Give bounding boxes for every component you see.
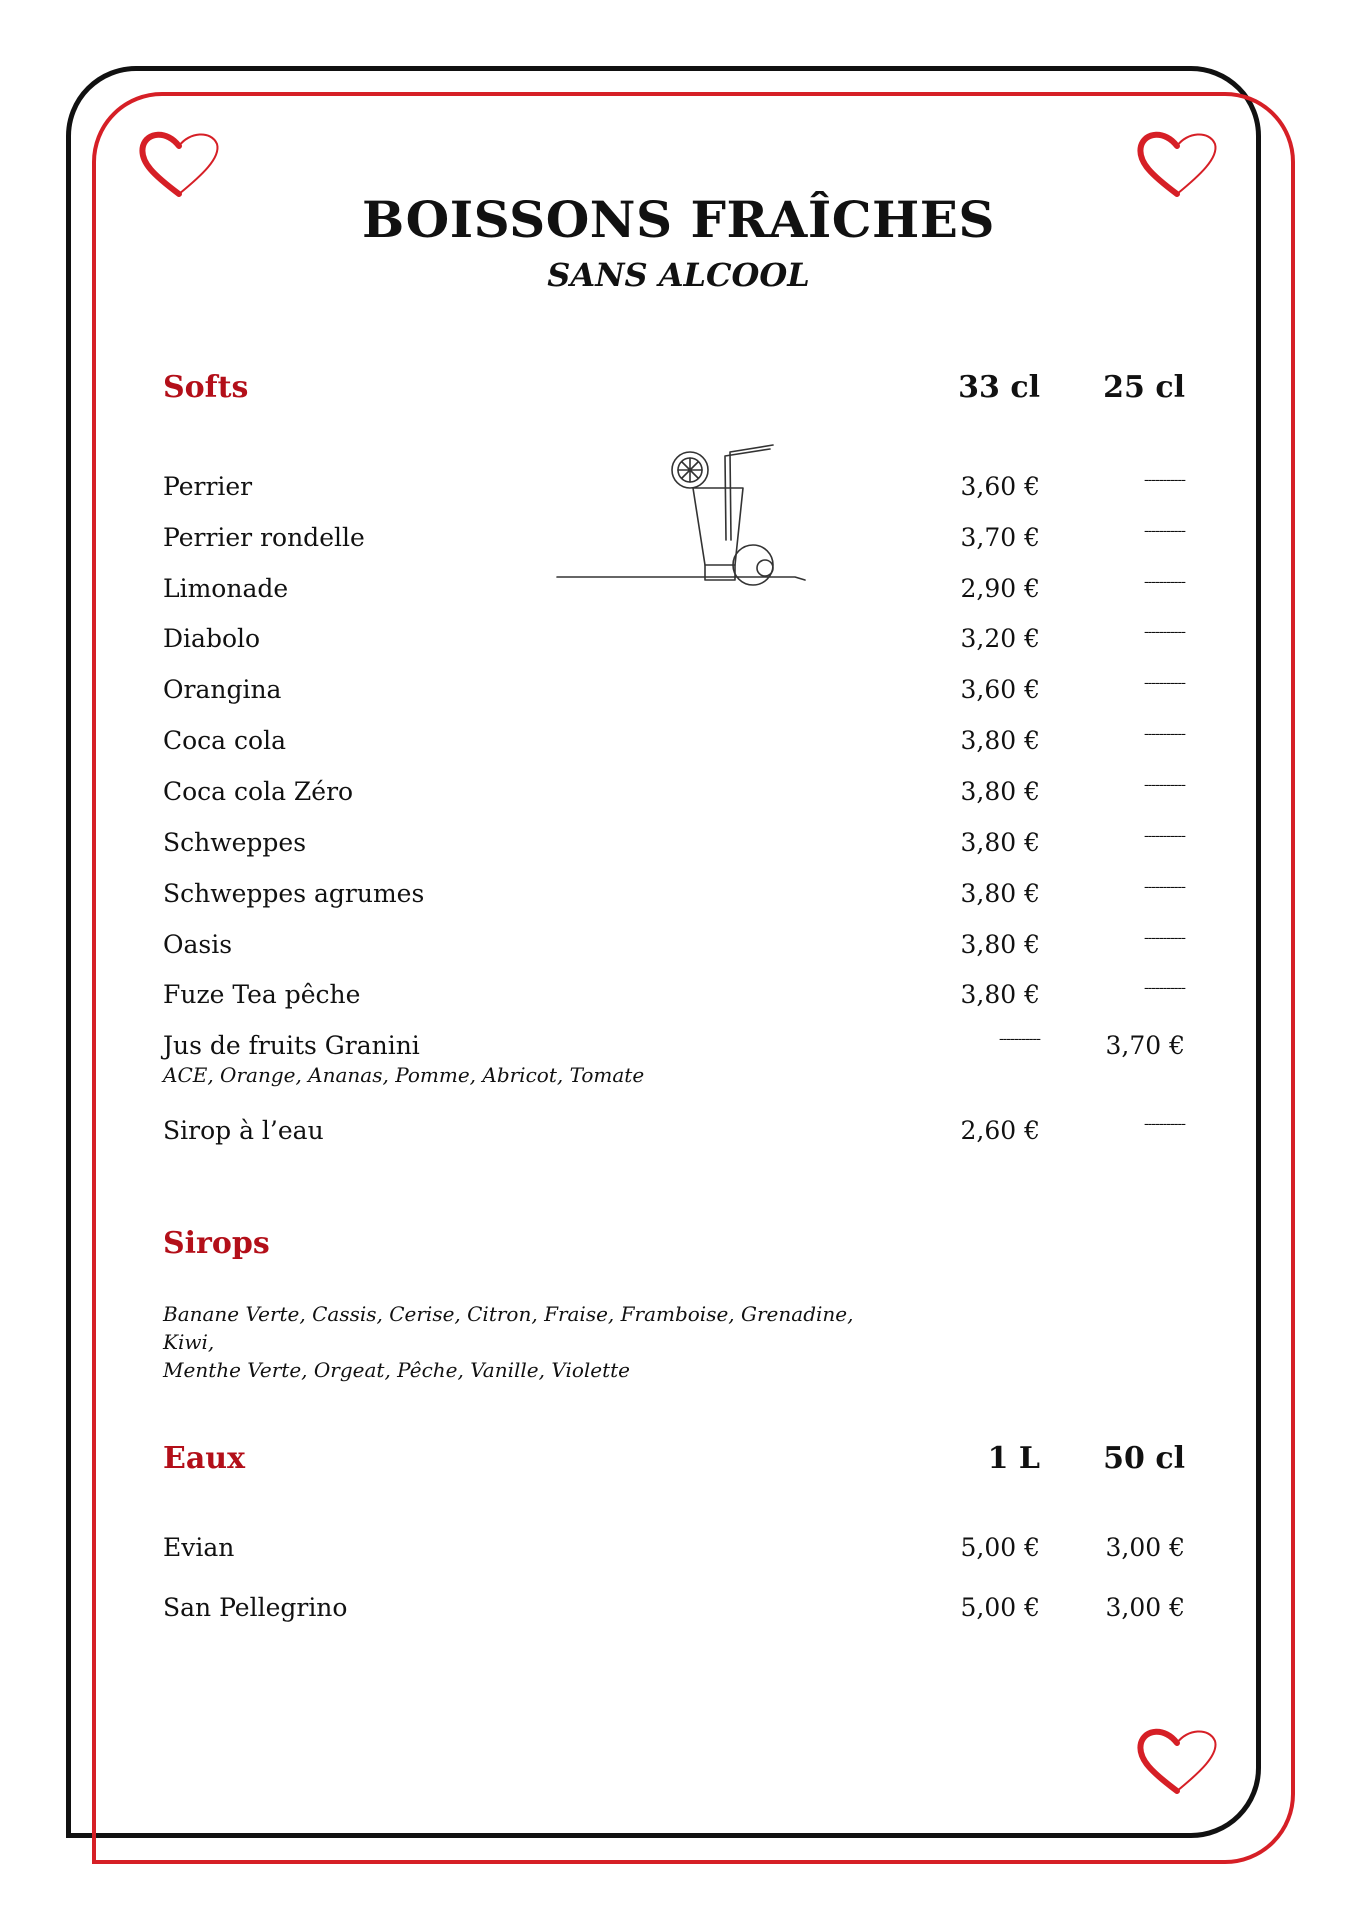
- menu-item: [0, 828, 1357, 868]
- price-1l: 5,00 €: [960, 1533, 1040, 1562]
- heart-icon: [1133, 1725, 1221, 1795]
- item-name: San Pellegrino: [163, 1593, 348, 1622]
- price-25cl: -----------: [1143, 472, 1185, 488]
- page-title: BOISSONS FRAÎCHES: [361, 190, 995, 249]
- price-1l: 5,00 €: [960, 1593, 1040, 1622]
- price-25cl: -----------: [1143, 574, 1185, 590]
- menu-item: [0, 1593, 1357, 1633]
- item-name: Coca cola: [163, 726, 286, 755]
- menu-item: [0, 726, 1357, 766]
- menu-item: [0, 523, 1357, 563]
- item-varieties: ACE, Orange, Ananas, Pomme, Abricot, Tomate: [163, 1063, 645, 1087]
- section-title-sirops: Sirops: [163, 1226, 270, 1261]
- price-33cl: 3,60 €: [960, 472, 1040, 501]
- price-33cl: 3,80 €: [960, 980, 1040, 1009]
- menu-item: [0, 1116, 1357, 1156]
- price-33cl: 3,80 €: [960, 726, 1040, 755]
- price-33cl: 2,60 €: [960, 1116, 1040, 1145]
- price-33cl: 3,80 €: [960, 828, 1040, 857]
- item-name: Perrier rondelle: [163, 523, 365, 552]
- price-25cl: -----------: [1143, 624, 1185, 640]
- item-name: Diabolo: [163, 624, 261, 653]
- menu-item: [0, 1031, 1357, 1101]
- price-33cl: 3,20 €: [960, 624, 1040, 653]
- price-33cl: 3,80 €: [960, 930, 1040, 959]
- price-33cl: 2,90 €: [960, 574, 1040, 603]
- price-25cl: -----------: [1143, 930, 1185, 946]
- sirops-list: [163, 1300, 883, 1384]
- column-head-25cl: 25 cl: [1103, 370, 1185, 405]
- heart-icon: [135, 128, 223, 198]
- item-name: Sirop à l’eau: [163, 1116, 324, 1145]
- price-25cl: -----------: [1143, 980, 1185, 996]
- price-33cl: 3,60 €: [960, 675, 1040, 704]
- section-title-eaux: Eaux: [163, 1441, 246, 1476]
- item-name: Jus de fruits Granini: [163, 1031, 420, 1060]
- price-25cl: -----------: [1143, 675, 1185, 691]
- item-name: Coca cola Zéro: [163, 777, 354, 806]
- section-title-softs: Softs: [163, 370, 249, 405]
- menu-item: [0, 624, 1357, 664]
- price-33cl: 3,80 €: [960, 777, 1040, 806]
- heart-icon: [1133, 128, 1221, 198]
- menu-item: [0, 675, 1357, 715]
- menu-item: [0, 1533, 1357, 1573]
- price-33cl: 3,70 €: [960, 523, 1040, 552]
- menu-item: [0, 472, 1357, 512]
- menu-item: [0, 980, 1357, 1020]
- menu-item: [0, 777, 1357, 817]
- price-25cl: -----------: [1143, 828, 1185, 844]
- page-subtitle: SANS ALCOOL: [547, 256, 810, 294]
- price-25cl: 3,70 €: [1105, 1031, 1185, 1060]
- sirops-line: Menthe Verte, Orgeat, Pêche, Vanille, Violette: [163, 1358, 631, 1382]
- column-head-33cl: 33 cl: [958, 370, 1040, 405]
- sirops-line: Banane Verte, Cassis, Cerise, Citron, Fraise, Framboise, Grenadine, Kiwi,: [163, 1302, 854, 1354]
- item-name: Fuze Tea pêche: [163, 980, 361, 1009]
- item-name: Oasis: [163, 930, 233, 959]
- price-33cl: -----------: [998, 1031, 1040, 1047]
- column-head-1l: 1 L: [987, 1441, 1040, 1476]
- price-50cl: 3,00 €: [1105, 1533, 1185, 1562]
- item-name: Schweppes agrumes: [163, 879, 425, 908]
- price-25cl: -----------: [1143, 777, 1185, 793]
- menu-item: [0, 574, 1357, 614]
- price-50cl: 3,00 €: [1105, 1593, 1185, 1622]
- item-name: Schweppes: [163, 828, 307, 857]
- price-25cl: -----------: [1143, 879, 1185, 895]
- column-head-50cl: 50 cl: [1103, 1441, 1185, 1476]
- price-25cl: -----------: [1143, 726, 1185, 742]
- price-33cl: 3,80 €: [960, 879, 1040, 908]
- menu-item: [0, 879, 1357, 919]
- item-name: Orangina: [163, 675, 282, 704]
- item-name: Perrier: [163, 472, 253, 501]
- item-name: Limonade: [163, 574, 289, 603]
- price-25cl: -----------: [1143, 1116, 1185, 1132]
- item-name: Evian: [163, 1533, 235, 1562]
- menu-item: [0, 930, 1357, 970]
- price-25cl: -----------: [1143, 523, 1185, 539]
